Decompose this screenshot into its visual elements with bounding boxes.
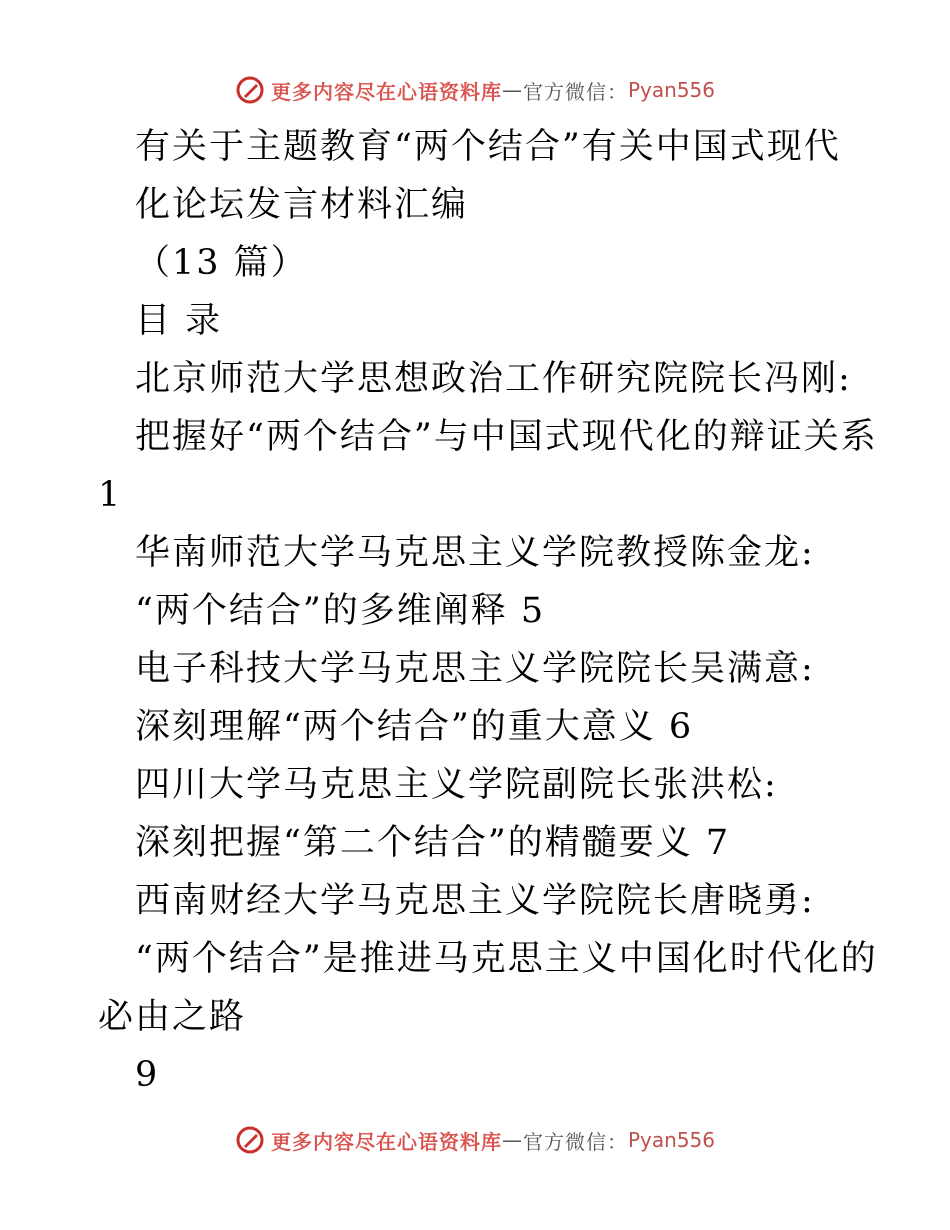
toc-entry-author: 华南师范大学马克思主义学院教授陈金龙:: [135, 533, 815, 573]
watermark-wechat-id: Pyan556: [627, 78, 715, 102]
toc-entry-author: 电子科技大学马克思主义学院院长吴满意:: [135, 649, 815, 689]
toc-entry-page: 9: [135, 1055, 160, 1095]
toc-entry-author: 西南财经大学马克思主义学院院长唐晓勇:: [135, 881, 815, 921]
toc-entry-author: 四川大学马克思主义学院副院长张洪松:: [135, 765, 778, 805]
toc-entry-page: 1: [98, 475, 123, 515]
toc-entry-title: 把握好“两个结合”与中国式现代化的辩证关系: [135, 417, 878, 457]
document-title-line-1: 有关于主题教育“两个结合”有关中国式现代: [135, 127, 841, 167]
watermark-wechat-id: Pyan556: [627, 1128, 715, 1152]
toc-entry-title: 深刻理解“两个结合”的重大意义 6: [135, 707, 694, 747]
watermark-separator: —: [501, 78, 523, 102]
red-circle-pen-logo-icon: [235, 1125, 265, 1155]
toc-heading: 目 录: [135, 301, 223, 341]
header-watermark-banner: [0, 70, 950, 110]
toc-entry-title: “两个结合”的多维阐释 5: [135, 591, 546, 631]
document-title-line-2: 化论坛发言材料汇编: [135, 185, 469, 225]
footer-watermark-banner: [0, 1120, 950, 1160]
watermark-separator: —: [501, 1128, 523, 1152]
document-count: （13 篇）: [135, 243, 308, 283]
toc-entry-title: 深刻把握“第二个结合”的精髓要义 7: [135, 823, 731, 863]
watermark-wechat-label: 官方微信：: [522, 79, 628, 104]
toc-entry-title: “两个结合”是推进马克思主义中国化时代化的: [135, 939, 878, 979]
watermark-wechat-label: 官方微信：: [522, 1129, 628, 1154]
toc-entry-author: 北京师范大学思想政治工作研究院院长冯刚:: [135, 359, 852, 399]
toc-entry-title-continued: 必由之路: [98, 997, 247, 1037]
red-circle-pen-logo-icon: [235, 75, 265, 105]
watermark-brand-text: 更多内容尽在心语资料库: [270, 1129, 502, 1154]
watermark-brand-text: 更多内容尽在心语资料库: [270, 79, 502, 104]
